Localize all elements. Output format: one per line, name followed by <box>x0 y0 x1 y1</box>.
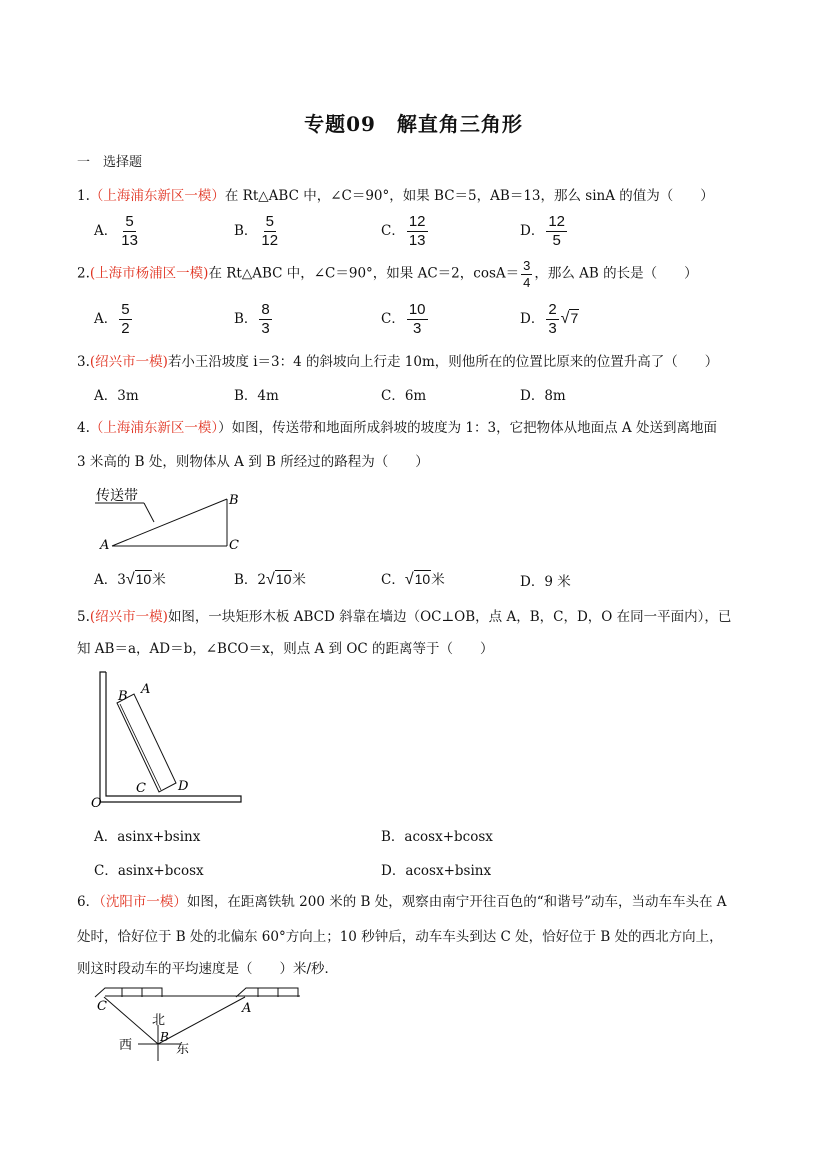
question-2 <box>77 259 698 289</box>
q6-label-north: 北 <box>152 1013 166 1028</box>
q6-point-b: B <box>160 1030 169 1044</box>
q4-line1: ）如图，传送带和地面所成斜坡的坡度为 1：3，它把物体从地面点 A 处送到离地面 <box>218 420 717 436</box>
q5-source: (绍兴市一模) <box>89 609 168 625</box>
q6-line1: 如图，在距离铁轨 200 米的 B 处，观察由南宁开往百色的“和谐号”动车，当动车车头在 A <box>186 894 727 910</box>
q5-point-d: D <box>178 779 189 794</box>
q2-text-b: ，那么 AB 的长是（ ） <box>534 265 698 282</box>
question-4 <box>77 416 717 436</box>
q1-option-d[interactable]: D． $\frac{12}{5}$ <box>520 213 566 249</box>
q5-board-figure <box>90 668 250 810</box>
question-3 <box>77 350 718 370</box>
q1-source: （上海浦东新区一模） <box>89 188 225 204</box>
q4-line2: 3 米高的 B 处，则物体从 A 到 B 所经过的路程为（ ） <box>77 454 429 470</box>
question-1 <box>77 184 714 204</box>
q6-line3: 则这时段动车的平均速度是（ ）米/秒． <box>77 961 339 977</box>
q4-option-b[interactable]: B．2√10米 <box>234 571 306 588</box>
q2-option-b[interactable]: B． $\frac{8}{3}$ <box>234 301 270 337</box>
q2-cos-fraction: $\frac{3}{4}$ <box>523 258 531 290</box>
q1-text: 在 Rt△ABC 中，∠C＝90°，如果 BC＝5，AB＝13，那么 sinA 的值为（ ） <box>224 188 714 204</box>
q5-option-a[interactable]: A．asinx+bsinx <box>94 829 201 845</box>
q6-point-c: C <box>97 999 107 1014</box>
q6-source: （沈阳市一模） <box>99 894 187 910</box>
q4-label-conveyor: 传送带 <box>96 488 138 504</box>
q3-option-c[interactable]: C．6m <box>381 388 427 404</box>
q6-point-a: A <box>242 1001 252 1016</box>
q4-conveyor-figure <box>90 485 260 555</box>
q4-option-d[interactable]: D．9 米 <box>520 574 571 590</box>
q4-option-a[interactable]: A．3√10米 <box>94 571 166 588</box>
q3-source: (绍兴市一模) <box>89 354 168 370</box>
q2-number: 2. <box>77 265 90 282</box>
q3-option-b[interactable]: B．4m <box>234 388 279 404</box>
q4-source: （上海浦东新区一模） <box>89 420 219 436</box>
q2-option-d[interactable]: D． $\frac{2}{3}$ √7 <box>520 301 579 337</box>
q5-point-o: O <box>91 796 102 810</box>
section-heading: 一 选择题 <box>77 155 143 170</box>
q6-line2: 处时，恰好位于 B 处的北偏东 60°方向上；10 秒钟后，动车车头到达 C 处，恰好位于 B 处的西北方向上， <box>77 929 723 945</box>
q4-point-c: C <box>229 538 239 553</box>
q5-point-b: B <box>118 689 128 704</box>
q4-point-b: B <box>229 493 239 508</box>
q5-line2: 知 AB＝a，AD＝b，∠BCO＝x，则点 A 到 OC 的距离等于（ ） <box>77 641 494 657</box>
q2-option-c[interactable]: C． $\frac{10}{3}$ <box>381 301 426 337</box>
q5-option-d[interactable]: D．acosx+bsinx <box>381 863 492 879</box>
page-title: 专题09 解直角三角形 <box>304 112 523 136</box>
q3-number: 3. <box>77 354 90 370</box>
question-5 <box>77 605 731 625</box>
q2-text-a: 在 Rt△ABC 中，∠C＝90°，如果 AC＝2，cosA＝ <box>208 265 520 282</box>
q4-number: 4. <box>77 420 90 436</box>
q6-number: 6． <box>77 894 100 910</box>
q3-option-d[interactable]: D．8m <box>520 388 566 404</box>
q5-point-a: A <box>141 682 151 697</box>
q5-option-c[interactable]: C．asinx+bcosx <box>94 863 204 879</box>
q3-option-a[interactable]: A．3m <box>94 388 139 404</box>
q1-option-b[interactable]: B． $\frac{5}{12}$ <box>234 213 279 249</box>
q6-label-west: 西 <box>119 1038 133 1053</box>
question-6 <box>77 890 727 910</box>
q5-point-c: C <box>136 781 146 796</box>
q5-option-b[interactable]: B．acosx+bcosx <box>381 829 493 845</box>
q5-number: 5. <box>77 609 90 625</box>
q4-option-c[interactable]: C．√10米 <box>381 571 445 588</box>
q6-label-east: 东 <box>176 1042 190 1057</box>
q1-option-c[interactable]: C． $\frac{12}{13}$ <box>381 213 426 249</box>
q2-source: (上海市杨浦区一模) <box>89 265 209 282</box>
q1-number: 1. <box>77 188 90 204</box>
q2-option-a[interactable]: A． $\frac{5}{2}$ <box>94 301 130 337</box>
q3-text: 若小王沿坡度 i＝3：4 的斜坡向上行走 10m，则他所在的位置比原来的位置升高了（ ） <box>167 354 719 370</box>
q1-option-a[interactable]: A． $\frac{5}{13}$ <box>94 213 138 249</box>
q5-line1: 如图，一块矩形木板 ABCD 斜靠在墙边（OC⊥OB，点 A，B，C，D，O 在同一平面内），已 <box>167 609 732 625</box>
q4-point-a: A <box>100 538 110 553</box>
q6-railway-figure <box>90 983 310 1063</box>
